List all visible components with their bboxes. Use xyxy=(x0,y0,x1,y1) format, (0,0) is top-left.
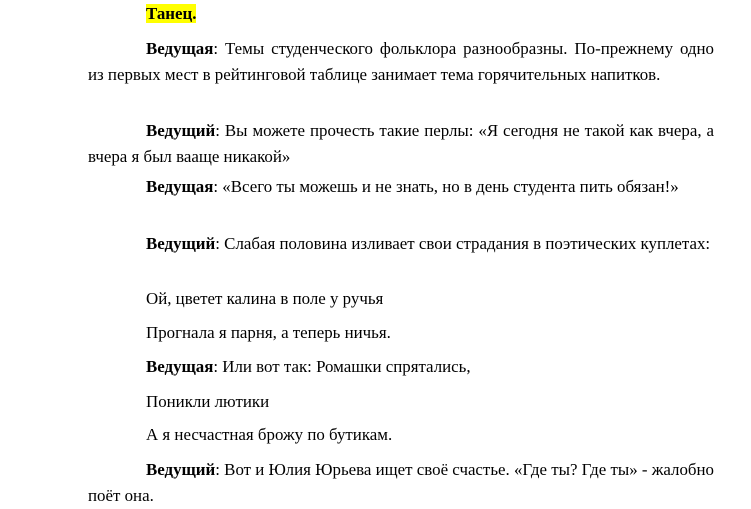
paragraph-text: : Слабая половина изливает свои страдания в поэтических куплетах: xyxy=(215,234,711,253)
verse-line-3: Поникли лютики xyxy=(146,392,270,411)
paragraph-text: : Или вот так: Ромашки спрятались, xyxy=(213,357,471,376)
paragraph-5 xyxy=(146,356,471,378)
section-title xyxy=(146,3,196,25)
paragraph-text: : Вы можете прочесть такие перлы: «Я сегодня не такой как вчера, а вчера я был вааще никакой» xyxy=(88,121,714,166)
paragraph-text: : Темы студенческого фольклора разнообразны. По-прежнему одно из первых мест в рейтинговой таблице занимает тема горячительных напитков. xyxy=(88,39,714,84)
speaker-name: Ведущий xyxy=(146,234,216,253)
paragraph-4 xyxy=(88,231,714,257)
verse-line-1: Ой, цветет калина в поле у ручья xyxy=(146,289,384,308)
verse-line-4: А я несчастная брожу по бутикам. xyxy=(146,425,393,444)
verse-line-2: Прогнала я парня, а теперь ничья. xyxy=(146,323,391,342)
highlighted-title: Танец. xyxy=(146,4,197,23)
speaker-name: Ведущий xyxy=(146,460,216,479)
speaker-name: Ведущая xyxy=(146,39,214,58)
speaker-name: Ведущая xyxy=(146,357,214,376)
paragraph-1 xyxy=(88,36,714,88)
paragraph-3 xyxy=(88,174,714,200)
paragraph-6 xyxy=(88,457,714,509)
paragraph-text: : Вот и Юлия Юрьева ищет своё счастье. «Где ты? Где ты» - жалобно поёт она. xyxy=(88,460,714,505)
paragraph-text: : «Всего ты можешь и не знать, но в день студента пить обязан!» xyxy=(213,177,679,196)
speaker-name: Ведущая xyxy=(146,177,214,196)
speaker-name: Ведущий xyxy=(146,121,216,140)
paragraph-2 xyxy=(88,118,714,170)
